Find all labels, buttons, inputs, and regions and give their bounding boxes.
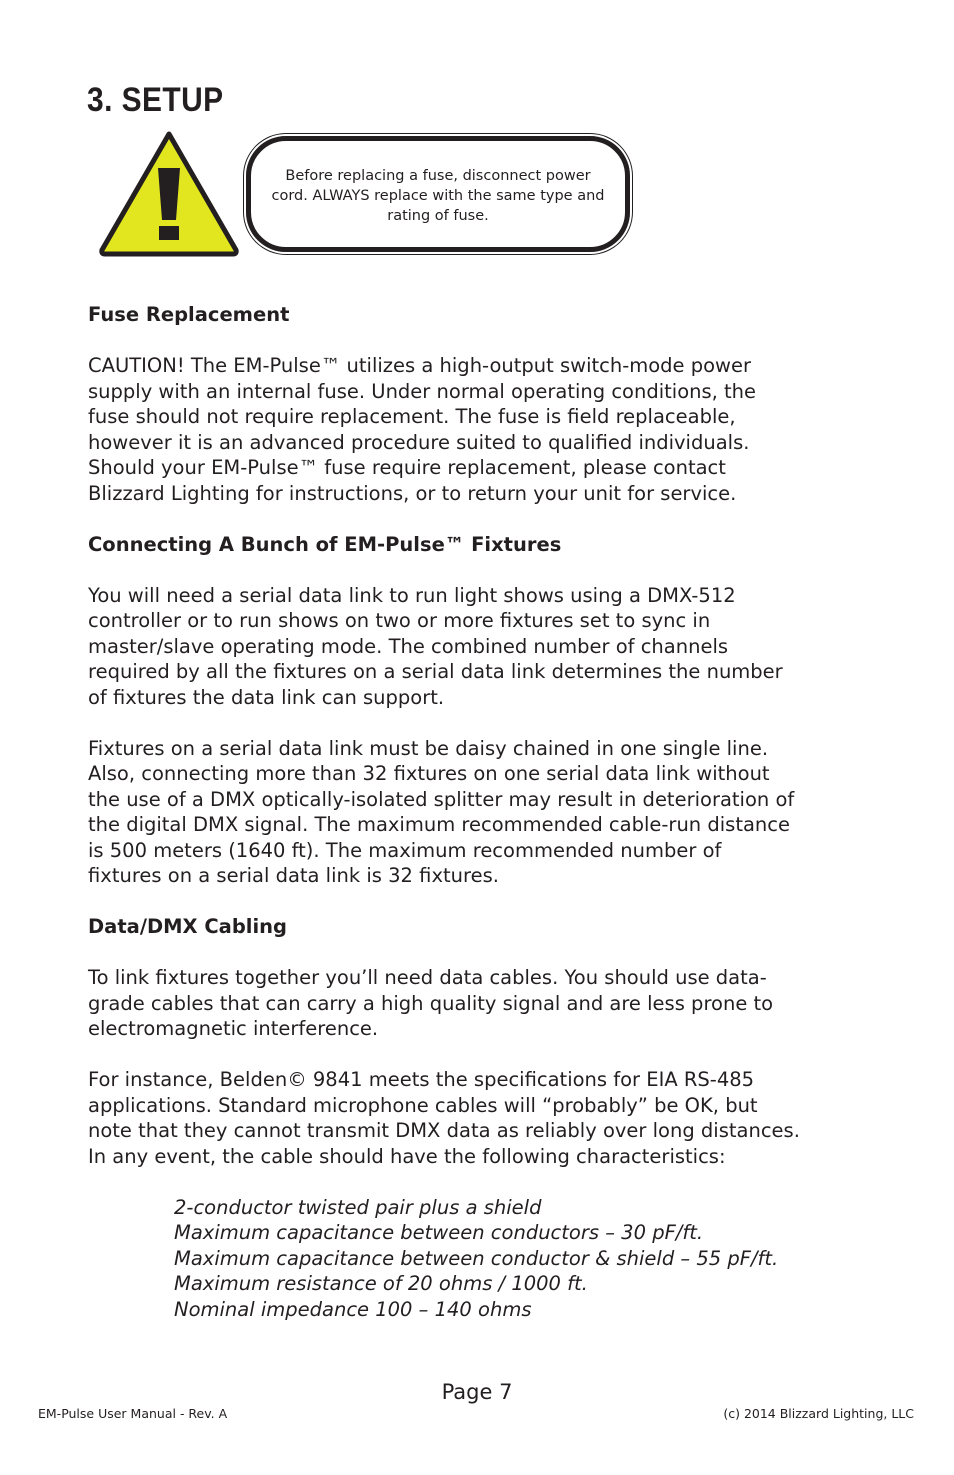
manual-content <box>88 302 888 1322</box>
page-number: Page 7 <box>441 1380 513 1404</box>
cable-spec-item: Maximum capacitance between conductors – 30 pF/ft. <box>174 1221 704 1244</box>
warning-triangle-icon <box>96 128 242 258</box>
cable-spec-item: Nominal impedance 100 – 140 ohms <box>174 1297 532 1321</box>
fuse-warning-text: Before replacing a fuse, disconnect power cord. ALWAYS replace with the same type and rating of fuse. <box>271 168 605 224</box>
dmx-cabling-paragraph-1: To link fixtures together you’ll need data cables. You should use data- grade cables that can carry a high quality signal and are less prone to electromagnetic interference. <box>88 966 774 1040</box>
cable-spec-item: 2-conductor twisted pair plus a shield <box>174 1195 542 1219</box>
page-title: 3. SETUP <box>87 81 224 119</box>
cable-spec-item: Maximum capacitance between conductor & shield – 55 pF/ft. <box>174 1246 779 1270</box>
cable-spec-list <box>88 1195 888 1323</box>
connecting-fixtures-heading: Connecting A Bunch of EM-Pulse™ Fixtures <box>88 532 562 556</box>
cable-spec-item: Maximum resistance of 20 ohms / 1000 ft. <box>174 1272 588 1295</box>
fuse-replacement-heading: Fuse Replacement <box>88 303 290 326</box>
footer-manual-title: EM-Pulse User Manual - Rev. A <box>38 1406 228 1421</box>
connecting-fixtures-paragraph-1: You will need a serial data link to run light shows using a DMX-512 controller or to run shows on two or more fixtures set to sync in master/slave operating mode. The combined number of channels required by all the fixtures on a serial data link determines the number of fixtures the data link can support. <box>88 583 783 709</box>
connecting-fixtures-paragraph-2: Fixtures on a serial data link must be daisy chained in one single line. Also, connecting more than 32 fixtures on one serial data link without the use of a DMX optically-isolated splitter may result in deterioration of the digital DMX signal. The maximum recommended cable-run distance is 500 meters (1640 ft). The maximum recommended number of fixtures on a serial data link is 32 fixtures. <box>88 736 795 887</box>
dmx-cabling-heading: Data/DMX Cabling <box>88 915 287 938</box>
dmx-cabling-paragraph-2: For instance, Belden© 9841 meets the specifications for EIA RS-485 applications. Standard microphone cables will “probably” be OK, but note that they cannot transmit DMX data as reliably over long distances. In any event, the cable should have the following characteristics: <box>88 1068 800 1168</box>
fuse-warning-notice <box>246 136 630 252</box>
fuse-replacement-body: CAUTION! The EM-Pulse™ utilizes a high-output switch-mode power supply with an internal fuse. Under normal operating conditions, the fuse should not require replacement. The fuse is field replaceable, however it is an advanced procedure suited to qualified individuals. Should your EM-Pulse™ fuse require replacement, please contact Blizzard Lighting for instructions, or to return your unit for service. <box>88 354 757 505</box>
footer-copyright: (c) 2014 Blizzard Lighting, LLC <box>723 1406 914 1421</box>
